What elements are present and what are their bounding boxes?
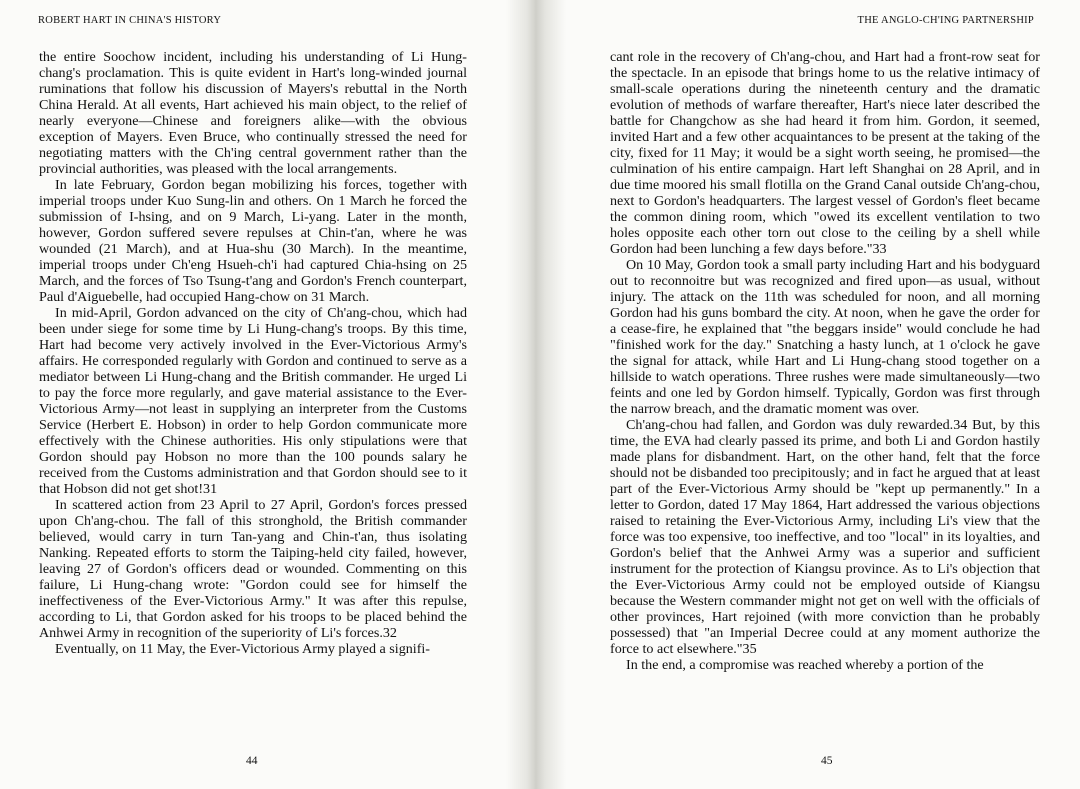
paragraph: On 10 May, Gordon took a small party including Hart and his bodyguard out to reconnoitre but was recognized and fired upon—as usual, without injury. The attack on the 11th was scheduled for noon, and all morning Gordon had his guns bombard the city. At noon, when he gave the order for a cease-fire, he explained that "the beggars inside" would conclude he had "finished work for the day." Snatching a hasty lunch, at 1 o'clock he gave the signal for attack, while Hart and Li Hung-chang stood together on a hillside to watch operations. Three rushes were made simultaneously—two feints and one led by Gordon himself. Typically, Gordon was first through the narrow breach, and the dramatic moment was over. [610,257,1040,417]
running-head: THE ANGLO-CH'ING PARTNERSHIP [857,15,1034,26]
paragraph: Eventually, on 11 May, the Ever-Victorious Army played a signifi- [55,641,431,657]
paragraph: the entire Soochow incident, including his understanding of Li Hung-chang's proclamation. This is quite evident in Hart's long-winded journal ruminations that follow his discussion of Mayers's rebuttal in the North China Herald. At all events, Hart achieved his main object, to the relief of nearly everyone—Chinese and foreigners alike—with the obvious exception of Mayers. Even Bruce, who continually stressed the need for negotiating matters with the Ch'ing central government rather than the provincial authorities, was pleased with the local arrangements. [39,49,467,177]
paragraph: In mid-April, Gordon advanced on the city of Ch'ang-chou, which had been under siege for some time by Li Hung-chang's troops. By this time, Hart had become very actively involved in the Ever-Victorious Army's affairs. He corresponded regularly with Gordon and continued to serve as a mediator between Li Hung-chang and the British commander. He urged Li to pay the force more regularly, and gave material assistance to the Ever-Victorious Army—not least in supplying an interpreter from the Customs Service (Herbert E. Hobson) in order to help Gordon communicate more effectively with the Chinese authorities. His only stipulations were that Gordon should pay Hobson no more than the 100 pounds salary he received from the Customs administration and that Gordon should see to it that Hobson did not get shot!31 [39,305,467,497]
paragraph: In late February, Gordon began mobilizing his forces, together with imperial troops under Kuo Sung-lin and others. On 1 March he forced the submission of I-hsing, and on 9 March, Li-yang. Later in the month, however, Gordon suffered severe repulses at Chin-t'an, where he was wounded (21 March), and at Hua-shu (30 March). In the meantime, imperial troops under Ch'eng Hsueh-ch'i had captured Chia-hsing on 25 March, and the forces of Tso Tsung-t'ang and Gordon's French counterpart, Paul d'Aiguebelle, had occupied Hang-chow on 31 March. [39,177,467,305]
right-page [566,0,1080,789]
paragraph: Ch'ang-chou had fallen, and Gordon was duly rewarded.34 But, by this time, the EVA had clearly passed its prime, and both Li and Gordon hastily made plans for disbandment. Hart, on the other hand, felt that the force should not be disbanded too precipitously; and in fact he argued that at least part of the Ever-Victorious Army should be "kept up permanently." In a letter to Gordon, dated 17 May 1864, Hart addressed the various objections raised to retaining the Ever-Victorious Army, including Li's view that the force was too expensive, too ineffective, and too "local" in its loyalties, and Gordon's belief that the Anhwei Army was a superior and sufficient instrument for the protection of Kiangsu province. As to Li's objection that the Ever-Victorious Army could not be employed outside of Kiangsu because the Western commander might not get on well with the officials of other provinces, Hart rejoined (with more conviction than he probably possessed) that "an Imperial Decree could at any moment authorize the force to act elsewhere."35 [610,417,1040,657]
page-number: 45 [821,755,833,767]
page-number: 44 [246,755,258,767]
running-head: ROBERT HART IN CHINA'S HISTORY [38,15,222,26]
book-gutter [506,0,566,789]
body-text [610,49,1040,673]
paragraph: cant role in the recovery of Ch'ang-chou, and Hart had a front-row seat for the spectacle. In an episode that brings home to us the relative intimacy of small-scale operations during the nineteenth century and the dramatic evolution of methods of warfare thereafter, Hart's niece later described the battle for Changchow as she had heard it from him. Gordon, it seemed, invited Hart and a few other acquaintances to be present at the taking of the city, fixed for 11 May; it would be a sight worth seeing, he promised—the culmination of his entire campaign. Hart left Shanghai on 28 April, and in due time moored his small flotilla on the Grand Canal outside Ch'ang-chou, next to Gordon's headquarters. The largest vessel of Gordon's fleet became the common dining room, which "owed its excellent ventilation to two holes opposite each other torn out close to the ceiling by a shell while Gordon had been lunching a few days before."33 [610,49,1040,257]
paragraph: In scattered action from 23 April to 27 April, Gordon's forces pressed upon Ch'ang-chou. The fall of this stronghold, the British commander believed, would carry in turn Tan-yang and Chin-t'an, thus isolating Nanking. Repeated efforts to storm the Taiping-held city failed, however, leaving 27 of Gordon's officers dead or wounded. Commenting on this failure, Li Hung-chang wrote: "Gordon could see for himself the ineffectiveness of the Ever-Victorious Army." It was after this repulse, according to Li, that Gordon asked for his troops to be placed behind the Anhwei Army in recognition of the superiority of Li's forces.32 [39,497,467,641]
body-text [39,49,467,657]
left-page [0,0,506,789]
paragraph: In the end, a compromise was reached whereby a portion of the [626,657,984,673]
